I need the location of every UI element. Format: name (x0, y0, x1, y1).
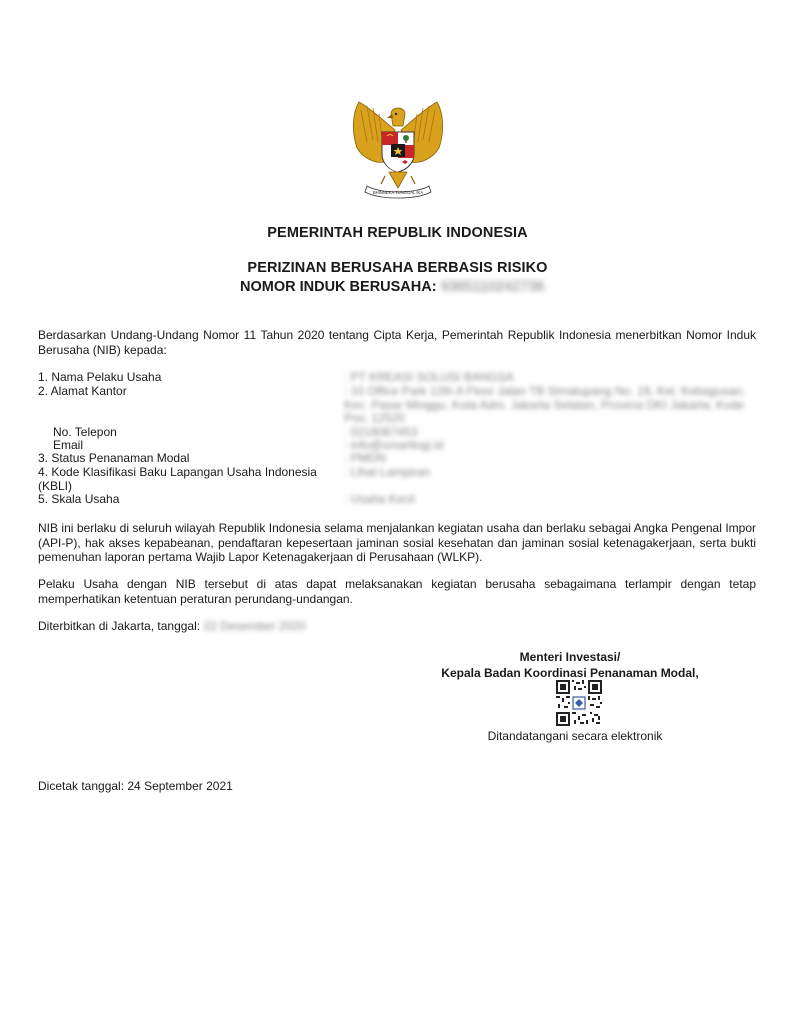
phone-value: : 0218067453 (344, 425, 418, 439)
nib-label: NOMOR INDUK BERUSAHA: (240, 279, 437, 295)
signatory-agency: Kepala Badan Koordinasi Penanaman Modal, (441, 666, 699, 680)
electronic-signature-note: Ditandatangani secara elektronik (487, 729, 663, 743)
garuda-emblem-icon (345, 92, 451, 204)
issued-line (38, 619, 306, 633)
email-label: Email (53, 438, 84, 452)
investment-status-label: 3. Status Penanaman Modal (38, 451, 190, 465)
intro-paragraph: Berdasarkan Undang-Undang Nomor 11 Tahun 2020 tentang Cipta Kerja, Pemerintah Republik Indonesia menerbitkan Nomor Induk Berusaha (NIB) kepada: (38, 328, 756, 357)
validity-paragraph: NIB ini berlaku di seluruh wilayah Republik Indonesia selama menjalankan kegiatan usaha dan berlaku sebagai Angka Pengenal Impor (API-P), hak akses kepabeanan, pendaftaran kepesertaan jaminan sosial kesehatan dan jaminan sosial ketenagakerjaan, serta bukti pemenuhan laporan pertama Wajib Lapor Ketenagakerjaan di Perusahaan (WLKP). (38, 521, 756, 564)
nib-line (240, 279, 544, 295)
issued-date: 22 Desember 2020 (203, 619, 306, 633)
issued-label: Diterbitkan di Jakarta, tanggal: (38, 619, 201, 633)
kbli-label: 4. Kode Klasifikasi Baku Lapangan Usaha Indonesia (KBLI) (38, 465, 317, 493)
business-scale-label: 5. Skala Usaha (38, 492, 120, 506)
phone-label: No. Telepon (53, 425, 117, 439)
investment-status-value: : PMDN (344, 451, 386, 465)
qr-code-icon (556, 680, 602, 726)
business-name-label: 1. Nama Pelaku Usaha (38, 370, 162, 384)
business-scale-value: : Usaha Kecil (344, 492, 415, 506)
government-title: PEMERINTAH REPUBLIK INDONESIA (267, 225, 528, 241)
office-address-value: : 10 Office Park 12th A Floor Jalan TB Simatupang No. 18, Kel. Kebagusan, Kec. Pasar Minggu, Kota Adm. Jakarta Selatan, Provinsi DKI Jakarta, Kode Pos: 12520 (344, 384, 746, 425)
nib-number: 9365110242736 (440, 279, 545, 295)
office-address-label: 2. Alamat Kantor (38, 384, 127, 398)
business-name-value: : PT KREASI SOLUSI BANGSA (344, 370, 514, 384)
permit-title: PERIZINAN BERUSAHA BERBASIS RISIKO (247, 260, 548, 276)
obligation-paragraph: Pelaku Usaha dengan NIB tersebut di atas dapat melaksanakan kegiatan berusaha sebagaimana terlampir dengan tetap memperhatikan ketentuan peraturan perundang-undangan. (38, 577, 756, 606)
emblem-motto: BHINNEKA TUNGGAL IKA (372, 190, 424, 195)
signatory-title: Menteri Investasi/ (519, 650, 621, 664)
printed-date: Dicetak tanggal: 24 September 2021 (38, 779, 233, 793)
email-value: : info@smartlogi.id (344, 438, 444, 452)
kbli-value: : Lihat Lampiran (344, 465, 431, 479)
